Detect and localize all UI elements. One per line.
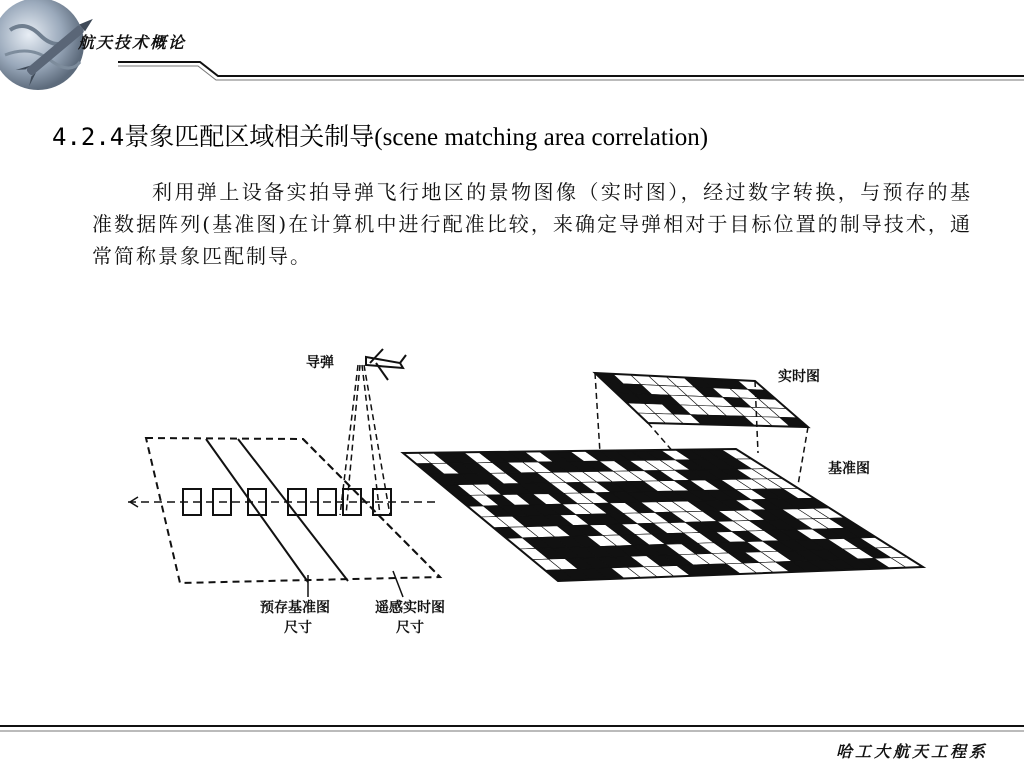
sensing-cone <box>340 365 390 515</box>
label-sensed-size-2: 尺寸 <box>396 620 424 636</box>
label-reference: 基准图 <box>828 461 870 477</box>
body-paragraph: 利用弹上设备实拍导弹飞行地区的景物图像（实时图），经过数字转换，与预存的基准数据阵列(基准图)在计算机中进行配准比较，来确定导弹相对于目标位置的制导技术，通常简称景象匹配制导。 <box>92 180 972 268</box>
footer-institution: 哈工大航天工程系 <box>835 742 988 761</box>
label-sensed-size-1: 遥感实时图 <box>375 600 445 616</box>
section-number: 4.2.4 <box>52 123 125 151</box>
label-realtime: 实时图 <box>778 369 820 385</box>
section-heading <box>52 117 708 153</box>
stored-reference-strip <box>128 438 440 597</box>
label-stored-size-2: 尺寸 <box>284 620 312 636</box>
section-title-en: (scene matching area correlation) <box>374 124 709 151</box>
label-missile: 导弹 <box>306 355 334 371</box>
course-title: 航天技术概论 <box>78 33 187 52</box>
missile-icon <box>366 349 406 380</box>
label-stored-size-1: 预存基准图 <box>260 600 330 616</box>
header-divider <box>0 0 1024 100</box>
body-paragraph-block <box>92 176 972 272</box>
scene-matching-diagram <box>128 335 938 655</box>
footer-divider <box>0 724 1024 734</box>
section-title-cn: 景象匹配区域相关制导 <box>124 122 375 151</box>
